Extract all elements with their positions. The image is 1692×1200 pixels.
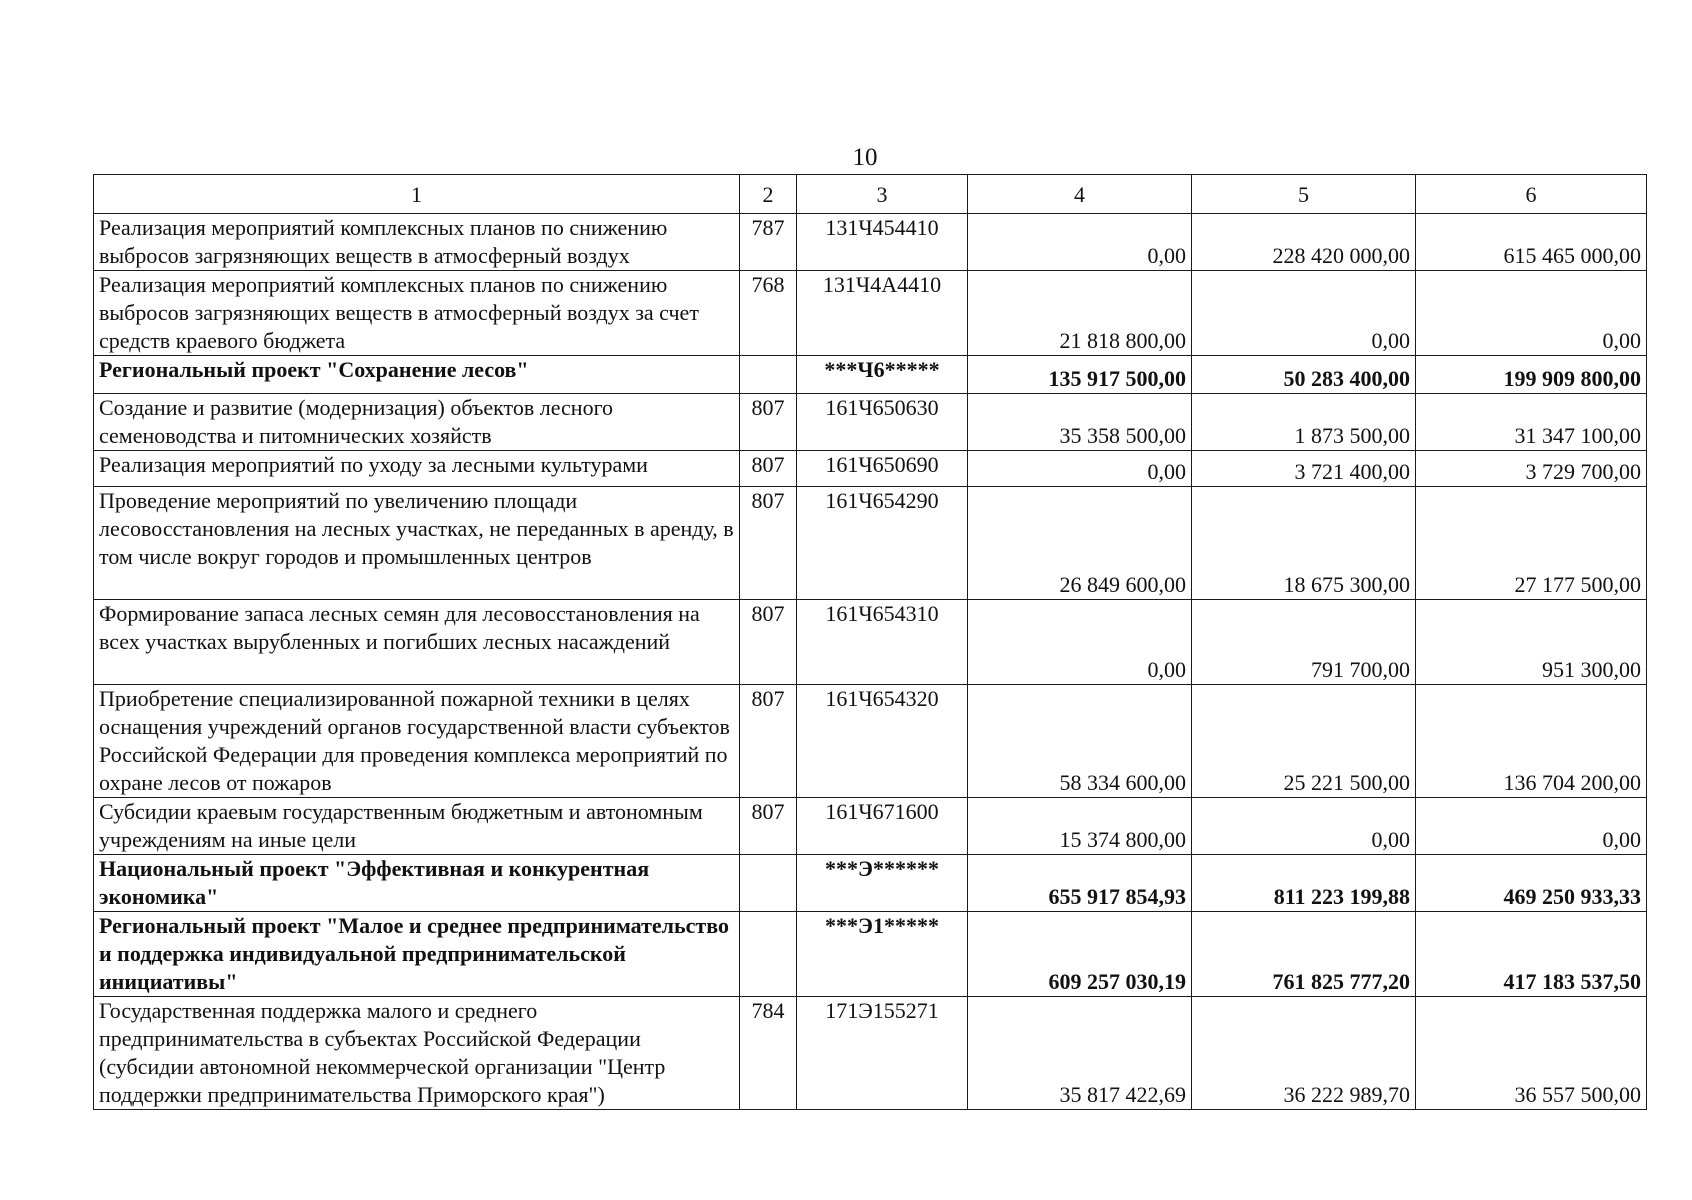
row-target-code: 131Ч4А4410: [797, 271, 968, 356]
header-cell: 5: [1192, 175, 1416, 214]
row-name: Региональный проект "Малое и среднее предпринимательство и поддержка индивидуальной предпринимательской инициативы": [94, 912, 740, 997]
header-cell: 2: [740, 175, 797, 214]
table-row: [94, 997, 1647, 1110]
row-value-6: 951 300,00: [1416, 600, 1647, 685]
row-value-6: 0,00: [1416, 798, 1647, 855]
row-name: Реализация мероприятий комплексных планов по снижению выбросов загрязняющих веществ в атмосферный воздух за счет средств краевого бюджета: [94, 271, 740, 356]
page-number: 10: [852, 144, 878, 171]
row-name: Реализация мероприятий комплексных планов по снижению выбросов загрязняющих веществ в атмосферный воздух: [94, 214, 740, 271]
row-value-6: 0,00: [1416, 271, 1647, 356]
row-value-4: 0,00: [968, 600, 1192, 685]
row-value-5: 0,00: [1192, 798, 1416, 855]
row-value-5: 228 420 000,00: [1192, 214, 1416, 271]
row-code: 807: [740, 798, 797, 855]
row-name: Национальный проект "Эффективная и конкурентная экономика": [94, 855, 740, 912]
header-cell: 1: [94, 175, 740, 214]
header-cell: 3: [797, 175, 968, 214]
row-name: Приобретение специализированной пожарной техники в целях оснащения учреждений органов государственной власти субъектов Российской Федерации для проведения комплекса мероприятий по охране лесов от пожаров: [94, 685, 740, 798]
row-value-6: 615 465 000,00: [1416, 214, 1647, 271]
header-cell: 4: [968, 175, 1192, 214]
row-value-5: 18 675 300,00: [1192, 487, 1416, 600]
row-code: 807: [740, 685, 797, 798]
row-target-code: 171Э155271: [797, 997, 968, 1110]
table-row: [94, 271, 1647, 356]
row-value-4: 609 257 030,19: [968, 912, 1192, 997]
row-value-5: 761 825 777,20: [1192, 912, 1416, 997]
budget-table: [93, 174, 1647, 1110]
row-name: Формирование запаса лесных семян для лесовосстановления на всех участках вырубленных и погибших лесных насаждений: [94, 600, 740, 685]
row-value-4: 58 334 600,00: [968, 685, 1192, 798]
table-row: [94, 798, 1647, 855]
row-name: Проведение мероприятий по увеличению площади лесовосстановления на лесных участках, не переданных в аренду, в том числе вокруг городов и промышленных центров: [94, 487, 740, 600]
table-row: [94, 685, 1647, 798]
row-value-4: 15 374 800,00: [968, 798, 1192, 855]
row-value-5: 50 283 400,00: [1192, 356, 1416, 394]
table-header-row: [94, 175, 1647, 214]
table-row: [94, 600, 1647, 685]
row-value-6: 31 347 100,00: [1416, 394, 1647, 451]
row-code: 768: [740, 271, 797, 356]
row-value-6: 3 729 700,00: [1416, 451, 1647, 487]
table-row: [94, 912, 1647, 997]
row-value-6: 469 250 933,33: [1416, 855, 1647, 912]
row-target-code: ***Э1*****: [797, 912, 968, 997]
row-target-code: 131Ч454410: [797, 214, 968, 271]
row-name: Субсидии краевым государственным бюджетным и автономным учреждениям на иные цели: [94, 798, 740, 855]
row-code: 807: [740, 451, 797, 487]
row-value-6: 36 557 500,00: [1416, 997, 1647, 1110]
row-value-6: 199 909 800,00: [1416, 356, 1647, 394]
row-value-5: 791 700,00: [1192, 600, 1416, 685]
row-value-4: 26 849 600,00: [968, 487, 1192, 600]
table-row: [94, 451, 1647, 487]
row-value-4: 0,00: [968, 214, 1192, 271]
row-target-code: 161Ч654290: [797, 487, 968, 600]
row-name: Государственная поддержка малого и среднего предпринимательства в субъектах Российской Федерации (субсидии автономной некоммерческой организации "Центр поддержки предпринимательства Приморского края"): [94, 997, 740, 1110]
row-code: 807: [740, 600, 797, 685]
row-code: 784: [740, 997, 797, 1110]
row-target-code: ***Ч6*****: [797, 356, 968, 394]
row-value-4: 655 917 854,93: [968, 855, 1192, 912]
row-name: Создание и развитие (модернизация) объектов лесного семеноводства и питомнических хозяйств: [94, 394, 740, 451]
row-target-code: 161Ч654310: [797, 600, 968, 685]
table-row: [94, 356, 1647, 394]
row-value-5: 811 223 199,88: [1192, 855, 1416, 912]
row-value-6: 27 177 500,00: [1416, 487, 1647, 600]
row-value-4: 135 917 500,00: [968, 356, 1192, 394]
row-value-5: 1 873 500,00: [1192, 394, 1416, 451]
row-target-code: 161Ч650630: [797, 394, 968, 451]
row-code: 807: [740, 487, 797, 600]
table-row: [94, 214, 1647, 271]
row-value-6: 417 183 537,50: [1416, 912, 1647, 997]
table-row: [94, 487, 1647, 600]
table-row: [94, 855, 1647, 912]
row-name: Реализация мероприятий по уходу за лесными культурами: [94, 451, 740, 487]
row-code: [740, 912, 797, 997]
header-cell: 6: [1416, 175, 1647, 214]
row-value-5: 0,00: [1192, 271, 1416, 356]
row-value-4: 35 358 500,00: [968, 394, 1192, 451]
row-value-4: 35 817 422,69: [968, 997, 1192, 1110]
row-name: Региональный проект "Сохранение лесов": [94, 356, 740, 394]
row-target-code: 161Ч671600: [797, 798, 968, 855]
row-code: [740, 855, 797, 912]
row-target-code: 161Ч650690: [797, 451, 968, 487]
row-code: 807: [740, 394, 797, 451]
table-row: [94, 394, 1647, 451]
row-code: 787: [740, 214, 797, 271]
row-code: [740, 356, 797, 394]
row-value-4: 21 818 800,00: [968, 271, 1192, 356]
row-value-5: 25 221 500,00: [1192, 685, 1416, 798]
row-target-code: ***Э******: [797, 855, 968, 912]
row-value-6: 136 704 200,00: [1416, 685, 1647, 798]
row-target-code: 161Ч654320: [797, 685, 968, 798]
row-value-5: 3 721 400,00: [1192, 451, 1416, 487]
row-value-4: 0,00: [968, 451, 1192, 487]
row-value-5: 36 222 989,70: [1192, 997, 1416, 1110]
